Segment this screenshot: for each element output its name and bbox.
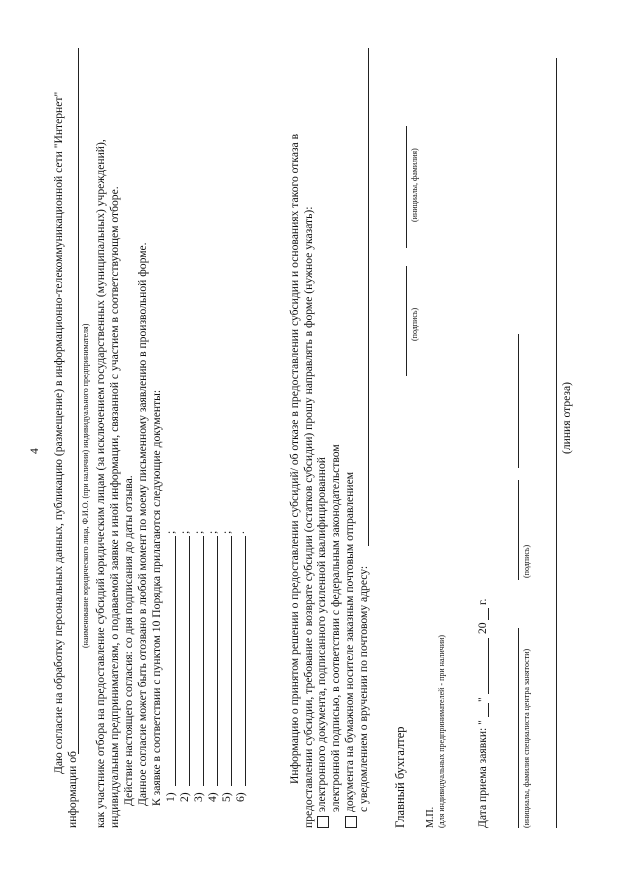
specialist-name-line [518, 628, 519, 828]
application-date-quote: " [476, 697, 489, 702]
attachment-item-line [189, 536, 190, 786]
consent-info-prefix: информации об [66, 751, 79, 828]
cut-line-label: (линия отреза) [560, 381, 573, 454]
accountant-initials-line [406, 126, 407, 248]
option-paper-line-1: документа на бумажном носителе заказным почтовым отправлением [343, 471, 356, 812]
date-month-line [488, 638, 489, 694]
attachment-item-line [245, 536, 246, 786]
accountant-signature-hint: (подпись) [410, 307, 419, 341]
attachment-item-end: ; [164, 530, 177, 534]
specialist-signature-line [518, 480, 519, 580]
stamp-label: М.П. [425, 806, 436, 828]
option-electronic-line-2: электронной подписью, в соответствии с федеральным законодательством [329, 444, 342, 812]
attachment-item-num: 1) [164, 792, 177, 802]
document-page [10, 46, 630, 846]
decision-line-1: Информацию о принятом решении о предоставлении субсидий/ об отказе в предоставлении субсидии и основаниях такого отказа в [288, 133, 301, 784]
consent-line-1: Даю согласие на обработку персональных данных, публикацию (размещение) в информационно-телекоммуникационной сети "Интернет" [52, 91, 65, 774]
attachment-item-num: 4) [206, 792, 219, 802]
attachment-item-num: 2) [178, 792, 191, 802]
attachment-item-line [175, 536, 176, 786]
attachment-item-end: ; [178, 530, 191, 534]
cut-line [556, 58, 557, 828]
page-number: 4 [28, 448, 41, 454]
attachment-item-num: 3) [192, 792, 205, 802]
stamp-hint: (для индивидуальных предпринимателей - при наличии) [437, 634, 446, 828]
consent-line-5: Действие настоящего согласия: со дня подписания до даты отзыва. [122, 475, 135, 806]
consent-line-4: индивидуальным предпринимателям, о подаваемой заявке и иной информации, связанной с участием в соответствующем отборе. [108, 186, 121, 828]
attachment-item-end: . [234, 531, 247, 534]
date-year-line [488, 608, 489, 620]
attachments-intro: К заявке в соответствии с пунктом 10 Порядка прилагаются следующие документы: [150, 389, 163, 806]
attachment-item-end: ; [220, 530, 233, 534]
specialist-signature-hint: (подпись) [522, 544, 531, 578]
decision-line-2: предоставлении субсидии, требование о возврате субсидии (остатков субсидии) прошу направлять в форме (нужное указать): [302, 206, 315, 828]
chief-accountant-label: Главный бухгалтер [393, 726, 407, 828]
specialist-name-hint: (инициалы, фамилия специалиста центра занятости) [522, 648, 531, 828]
attachment-item-end: ; [206, 530, 219, 534]
attachment-item-line [203, 536, 204, 786]
accountant-initials-hint: (инициалы, фамилия) [410, 148, 419, 222]
attachment-item-line [231, 536, 232, 786]
consent-line-3: как участнике отбора на предоставление субсидий юридическим лицам (за исключением государственных (муниципальных) учреждений), [94, 139, 107, 828]
attachment-item-num: 6) [234, 792, 247, 802]
specialist-extra-line [518, 334, 519, 468]
attachment-item-line [217, 536, 218, 786]
electronic-form-checkbox[interactable] [317, 816, 329, 828]
date-day-line [488, 703, 489, 717]
organization-name-hint: (наименование юридического лица, Ф.И.О. (при наличии) индивидуального предпринимателя) [81, 323, 90, 648]
postal-address-line [368, 48, 369, 546]
consent-line-6: Данное согласие может быть отозвано в любой момент по моему письменному заявлению в произвольной форме. [136, 242, 149, 806]
paper-form-checkbox[interactable] [345, 816, 357, 828]
application-date-year-suffix: г. [476, 598, 489, 605]
accountant-signature-line [406, 266, 407, 376]
option-paper-line-2: с уведомлением о вручении по почтовому адресу: [357, 565, 370, 812]
organization-name-line [78, 48, 79, 754]
application-date-year-prefix: 20 [476, 622, 489, 634]
attachment-item-end: ; [192, 530, 205, 534]
option-electronic-line-1: электронного документа, подписанного усиленной квалифицированной [315, 457, 328, 812]
attachment-item-num: 5) [220, 792, 233, 802]
application-date-label: Дата приема заявки: " [476, 720, 489, 828]
